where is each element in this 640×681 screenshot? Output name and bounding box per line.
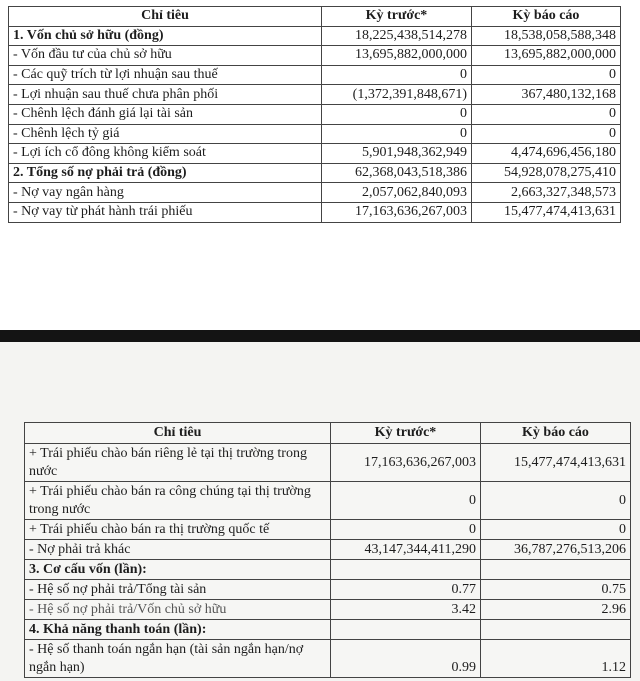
table-row (25, 600, 631, 620)
row-curr-value: 2,663,327,348,573 (472, 183, 621, 203)
row-label: - Vốn đầu tư của chủ sở hữu (9, 46, 322, 66)
row-label: - Nợ phải trả khác (25, 540, 331, 560)
row-prev-value: 17,163,636,267,003 (331, 444, 481, 482)
table-row (9, 124, 621, 144)
row-prev-value: 0 (331, 520, 481, 540)
table-row (25, 620, 631, 640)
row-curr-value: 18,538,058,588,348 (472, 26, 621, 46)
section-label: 4. Khả năng thanh toán (lần): (25, 620, 331, 640)
table-row (9, 163, 621, 183)
row-label: - Nợ vay ngân hàng (9, 183, 322, 203)
row-curr-value: 13,695,882,000,000 (472, 46, 621, 66)
row-curr-value: 0 (481, 520, 631, 540)
row-curr-value: 2.96 (481, 600, 631, 620)
table-row (25, 640, 631, 678)
row-prev-value: 18,225,438,514,278 (322, 26, 472, 46)
row-prev-value: (1,372,391,848,671) (322, 85, 472, 105)
row-label: - Hệ số nợ phải trả/Vốn chủ sở hữu (25, 600, 331, 620)
row-curr-value: 0 (472, 104, 621, 124)
row-prev-value: 0 (322, 104, 472, 124)
header-indicator: Chỉ tiêu (9, 7, 322, 27)
table-row (9, 65, 621, 85)
row-label: 2. Tổng số nợ phải trả (đồng) (9, 163, 322, 183)
row-prev-value: 0 (331, 482, 481, 520)
row-prev-value: 0.77 (331, 580, 481, 600)
row-label: + Trái phiếu chào bán ra thị trường quốc tế (25, 520, 331, 540)
row-prev-value (331, 560, 481, 580)
row-prev-value: 13,695,882,000,000 (322, 46, 472, 66)
table-row (9, 26, 621, 46)
row-prev-value: 0 (322, 124, 472, 144)
row-prev-value: 5,901,948,362,949 (322, 144, 472, 164)
row-label: + Trái phiếu chào bán ra công chúng tại thị trường trong nước (25, 482, 331, 520)
row-curr-value: 15,477,474,413,631 (481, 444, 631, 482)
row-label: - Hệ số thanh toán ngắn hạn (tài sản ngắn hạn/nợ ngắn hạn) (25, 640, 331, 678)
table-row (9, 202, 621, 222)
header-previous-period: Kỳ trước* (322, 7, 472, 27)
row-curr-value: 4,474,696,456,180 (472, 144, 621, 164)
row-curr-value (481, 560, 631, 580)
table-row (25, 540, 631, 560)
row-prev-value: 43,147,344,411,290 (331, 540, 481, 560)
row-prev-value: 0 (322, 65, 472, 85)
row-curr-value: 0 (472, 65, 621, 85)
row-curr-value: 15,477,474,413,631 (472, 202, 621, 222)
row-label: - Nợ vay từ phát hành trái phiếu (9, 202, 322, 222)
row-curr-value: 0 (472, 124, 621, 144)
row-curr-value (481, 620, 631, 640)
row-label: - Chênh lệch đánh giá lại tài sản (9, 104, 322, 124)
page-divider (0, 330, 640, 342)
table-row (25, 444, 631, 482)
row-label: - Chênh lệch tỷ giá (9, 124, 322, 144)
capital-table-bottom (24, 422, 631, 678)
table-header-row (25, 423, 631, 444)
row-label: - Lợi ích cổ đông không kiểm soát (9, 144, 322, 164)
row-curr-value: 1.12 (481, 640, 631, 678)
table-row (9, 46, 621, 66)
table-row (9, 144, 621, 164)
table-row (9, 85, 621, 105)
page-gap (0, 258, 640, 330)
table-row (25, 520, 631, 540)
row-curr-value: 54,928,078,275,410 (472, 163, 621, 183)
row-label: - Các quỹ trích từ lợi nhuận sau thuế (9, 65, 322, 85)
row-prev-value: 0.99 (331, 640, 481, 678)
header-reporting-period: Kỳ báo cáo (472, 7, 621, 27)
table-row (9, 104, 621, 124)
header-previous-period: Kỳ trước* (331, 423, 481, 444)
row-curr-value: 0 (481, 482, 631, 520)
header-reporting-period: Kỳ báo cáo (481, 423, 631, 444)
row-prev-value: 3.42 (331, 600, 481, 620)
table-row (25, 580, 631, 600)
capital-table-top (8, 6, 621, 223)
row-curr-value: 36,787,276,513,206 (481, 540, 631, 560)
header-indicator: Chỉ tiêu (25, 423, 331, 444)
section-label: 3. Cơ cấu vốn (lần): (25, 560, 331, 580)
row-label: - Lợi nhuận sau thuế chưa phân phối (9, 85, 322, 105)
row-label: 1. Vốn chủ sở hữu (đồng) (9, 26, 322, 46)
row-curr-value: 0.75 (481, 580, 631, 600)
row-prev-value (331, 620, 481, 640)
table-row (25, 560, 631, 580)
row-prev-value: 17,163,636,267,003 (322, 202, 472, 222)
row-curr-value: 367,480,132,168 (472, 85, 621, 105)
table-header-row (9, 7, 621, 27)
table-row (25, 482, 631, 520)
row-prev-value: 2,057,062,840,093 (322, 183, 472, 203)
row-label: - Hệ số nợ phải trả/Tổng tài sản (25, 580, 331, 600)
row-label: + Trái phiếu chào bán riêng lẻ tại thị trường trong nước (25, 444, 331, 482)
table-row (9, 183, 621, 203)
row-prev-value: 62,368,043,518,386 (322, 163, 472, 183)
